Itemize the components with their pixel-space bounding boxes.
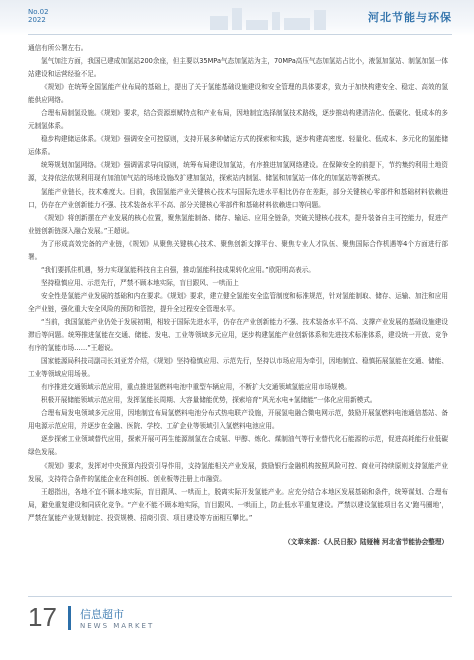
article-paragraph: 国家能源局科技司副司长刘亚芳介绍，《规划》坚持稳慎应用、示范先行，坚持以市场应用为牵引，因地制宜、稳慎拓展氢能在交通、储能、工业等领域应用场景。: [28, 357, 448, 379]
section-subtitle: NEWS MARKET: [80, 622, 155, 630]
article-paragraph: 积极开展储能领域示范应用，发挥氢能长周期、大容量储能优势，探索培育“风光水电+氢储能”一体化应用新模式。: [41, 396, 377, 405]
article-paragraph: 合理布局制氢设施。《规划》要求，结合资源禀赋特点和产业布局，因地制宜选择制氢技术路线，逐步推动构建清洁化、低碳化、低成本的多元制氢体系。: [28, 109, 448, 131]
article-paragraph: 《规划》将创新摆在产业发展的核心位置，聚焦氢能制备、储存、输运、应用全链条，突破关键核心技术，提升装备自主可控能力，促进产业链创新链深入融合发展。”王超说。: [28, 213, 448, 235]
issue-label: [28, 8, 49, 24]
article-paragraph: 逐步探索工业领域替代应用，探索开展可再生能源制氢在合成氨、甲醇、炼化、煤制油气等行业替代化石能源的示范，促进高耗能行业低碳绿色发展。: [28, 435, 448, 457]
article-paragraph: “我们要抓住机遇，努力实现氢能科技自主自强，推动氢能科技成果转化应用。”欧阳明高表示。: [41, 265, 315, 274]
article-paragraph: 《规划》在统筹全国氢能产业布局的基础上，提出了关于氢能基础设施建设和安全管理的具体要求，致力于加快构建安全、稳定、高效的氢能供应网络。: [28, 83, 448, 105]
article-paragraph: 稳步构建储运体系。《规划》强调安全可控原则，支持开展多种储运方式的探索和实践，逐步构建高密度、轻量化、低成本、多元化的氢能储运体系。: [28, 135, 448, 157]
article-paragraph: “当前，我国氢能产业仍处于发展初期，相较于国际先进水平，仍存在产业创新能力不强、技术装备水平不高、支撑产业发展的基础设施建设滞后等问题。统筹推进氢能在交通、储能、发电、工业等领域多元应用，逐步构建氢能产业创新体系和先进技术标准体系，建设统一开放、竞争有序的氢能市场……”王超说。: [28, 317, 448, 353]
article-paragraph: 安全性是氢能产业发展的基础和内在要求。《规划》要求，建立健全氢能安全监管制度和标准规范，针对氢能制取、储存、运输、加注和应用全产业链，强化重大安全风险的预防和管控，提升全过程安全管理水平。: [28, 291, 448, 313]
article-paragraph: 氢能产业链长，技术难度大。目前，我国氢能产业关键核心技术与国际先进水平相比仍存在差距，部分关键核心零部件和基础材料依赖进口，仍存在产业创新能力不强、技术装备水平不高、部分关键核心零部件和基础材料依赖进口等问题。: [28, 187, 448, 209]
article-paragraph: 氢气加注方面，我国已建成加氢站200余座，但主要以35MPa气态加氢站为主，70MPa高压气态加氢站占比小，液氢加氢站、制氢加氢一体站建设和运营经验不足。: [28, 57, 448, 79]
issue-year: 2022: [28, 16, 46, 24]
article-paragraph: 通信有所公署左右。: [28, 44, 88, 52]
header-divider: [28, 34, 452, 35]
magazine-title: 河北节能与环保: [368, 11, 452, 24]
page-number: 17: [28, 602, 57, 632]
article-paragraph: 王超指出，各地不宜不顾本地实际，盲目跟风、一哄而上，脱离实际开发氢能产业。应充分结合本地区发展基础和条件，统筹谋划、合理布局，避免重复建设和同质化竞争。“产业不能不顾本地实际，盲目跟风、一哄而上，防止低水平重复建设。严禁以建设氢能项目名义‘跑马圈地’，严禁在氢能产业规划制定、投资规模、招商引资、项目建设等方面相互攀比。”: [28, 487, 448, 522]
issue-number: No.02: [28, 8, 49, 16]
article-paragraph: 合理布局发电领域多元应用，因地制宜布局氢燃料电池分布式热电联产设施，开展氢电融合微电网示范，鼓励开展氢燃料电池通信基站、备用电源示范应用，并逐步在金融、医院、学校、工矿企业等领域引入氢燃料电池应用。: [28, 409, 448, 431]
article-body: [28, 42, 448, 590]
article-source: （文章来源：《人民日报》陆娅楠 河北省节能协会整理）: [284, 537, 448, 546]
footer-divider: [28, 596, 452, 597]
article-paragraph: 有序推进交通领域示范应用，重点推进氢燃料电池中重型车辆应用，不断扩大交通领域氢能应用市场规模。: [41, 383, 351, 392]
article-paragraph: 统筹规划加氢网络。《规划》强调需求导向原则，统筹布局建设加氢站，有序推进加氢网络建设。在保障安全的前提下，节约集约利用土地资源，支持依法依规利用现有加油加气站的场地设施改扩建加氢站，探索站内制氢、储氢和加氢站一体化的加氢站等新模式。: [28, 161, 448, 183]
section-heading: 坚持稳慎应用、示范先行，严禁不顾本地实际，盲目跟风、一哄而上: [41, 278, 239, 287]
article-paragraph: 为了形成高效完备的产业链，《规划》从聚焦关键核心技术、聚焦创新支撑平台、聚焦专业人才队伍、聚焦国际合作机遇等4个方面进行部署。: [28, 239, 448, 261]
article-paragraph: 《规划》要求，发挥对中央预算内投资引导作用，支持氢能相关产业发展，鼓励银行金融机构按照风险可控、商业可持续原则支持氢能产业发展，支持符合条件的氢能企业在科创板、创业板等注册上市融资。: [28, 461, 448, 483]
section-title: 信息超市: [80, 608, 124, 621]
section-accent-bar: [68, 606, 71, 630]
